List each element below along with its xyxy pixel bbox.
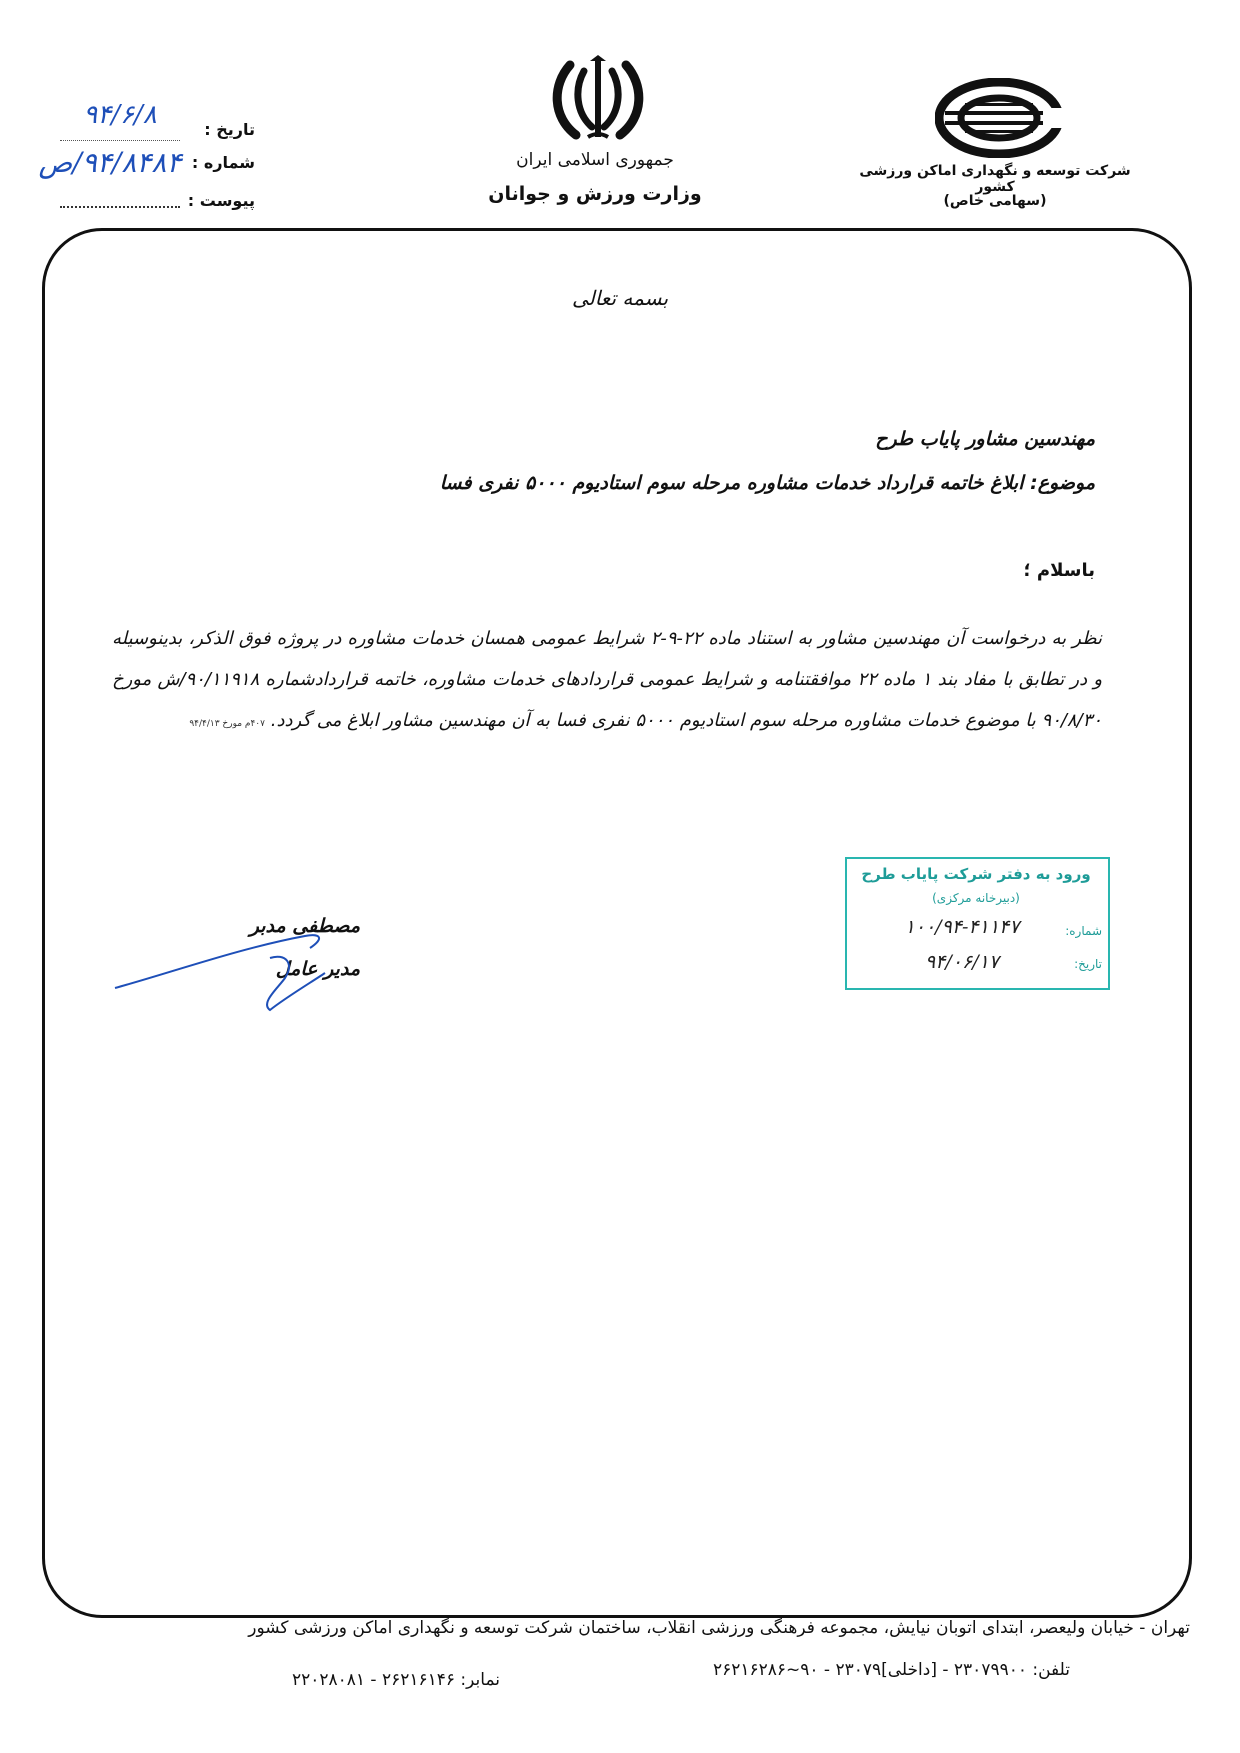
footer-phone: تلفن: ۲۳۰۷۹۹۰۰ - [داخلی]۲۳۰۷۹ - ۹۰~۲۶۲۱۶۲۸۶ [712,1660,1070,1680]
date-value: ۹۴/۶/۸ [83,100,157,130]
iran-emblem-icon [550,55,646,143]
letter-body-reference: ۴۰۷م مورخ ۹۴/۴/۱۳ [189,719,265,729]
greeting: باسلام ؛ [1023,560,1095,581]
subject: موضوع: ابلاغ خاتمه قرارداد خدمات مشاوره مرحله سوم استادیوم ۵۰۰۰ نفری فسا [439,472,1095,494]
country-name: جمهوری اسلامی ایران [516,150,674,170]
company-name: شرکت توسعه و نگهداری اماکن ورزشی کشور [859,163,1131,195]
stamp-title: ورود به دفتر شرکت پایاب طرح [861,865,1091,883]
letter-body [112,618,1102,745]
company-logo-icon [935,78,1063,158]
basmala: بسمه تعالی [571,286,669,310]
ministry-name: وزارت ورزش و جوانان [488,183,702,205]
stamp-department: (دبیرخانه مرکزی) [932,891,1020,905]
signer-name: مصطفی مدبر [249,915,360,937]
company-type: (سهامی خاص) [943,193,1047,209]
date-label: تاریخ : [204,120,255,139]
stamp-number-label: شماره: [1065,924,1102,938]
footer-fax: نمابر: ۲۶۲۱۶۱۴۶ - ۲۲۰۲۸۰۸۱ [291,1670,500,1690]
footer-address: تهران - خیابان ولیعصر، ابتدای اتوبان نیایش، مجموعه فرهنگی ورزشی انقلاب، ساختمان شرکت توسعه و نگهداری اماکن ورزشی کشور [248,1618,1190,1638]
stamp-date-value: ۹۴/۰۶/۱۷ [924,951,1000,973]
number-label: شماره : [191,153,255,172]
recipient: مهندسین مشاور پایاب طرح [875,428,1095,450]
receipt-stamp [845,857,1110,990]
signer-title: مدیر عامل [275,958,360,980]
attachment-label: پیوست : [187,191,255,210]
stamp-number-value: ۱۰۰/۹۴-۴۱۱۴۷ [904,916,1020,938]
number-value: ۹۴/۸۴۸۴/ص [38,146,182,179]
signature-icon [110,918,360,1018]
date-underline [60,140,180,141]
stamp-date-label: تاریخ: [1074,957,1102,971]
attachment-field [60,196,180,208]
letter-body-text: نظر به درخواست آن مهندسین مشاور به استناد ماده ۲۲-۹-۲ شرایط عمومی همسان خدمات مشاوره در پروژه فوق الذکر، بدینوسیله و در تطابق با مفاد بند ۱ ماده ۲۲ موافقتنامه و شرایط عمومی قراردادهای خدمات مشاوره، خاتمه قراردادشماره ۹۰/۱۱۹۱۸/ش مورخ ۹۰/۸/۳۰ با موضوع خدمات مشاوره مرحله سوم استادیوم ۵۰۰۰ نفری فسا به آن مهندسین مشاور ابلاغ می گردد. [112,628,1103,731]
